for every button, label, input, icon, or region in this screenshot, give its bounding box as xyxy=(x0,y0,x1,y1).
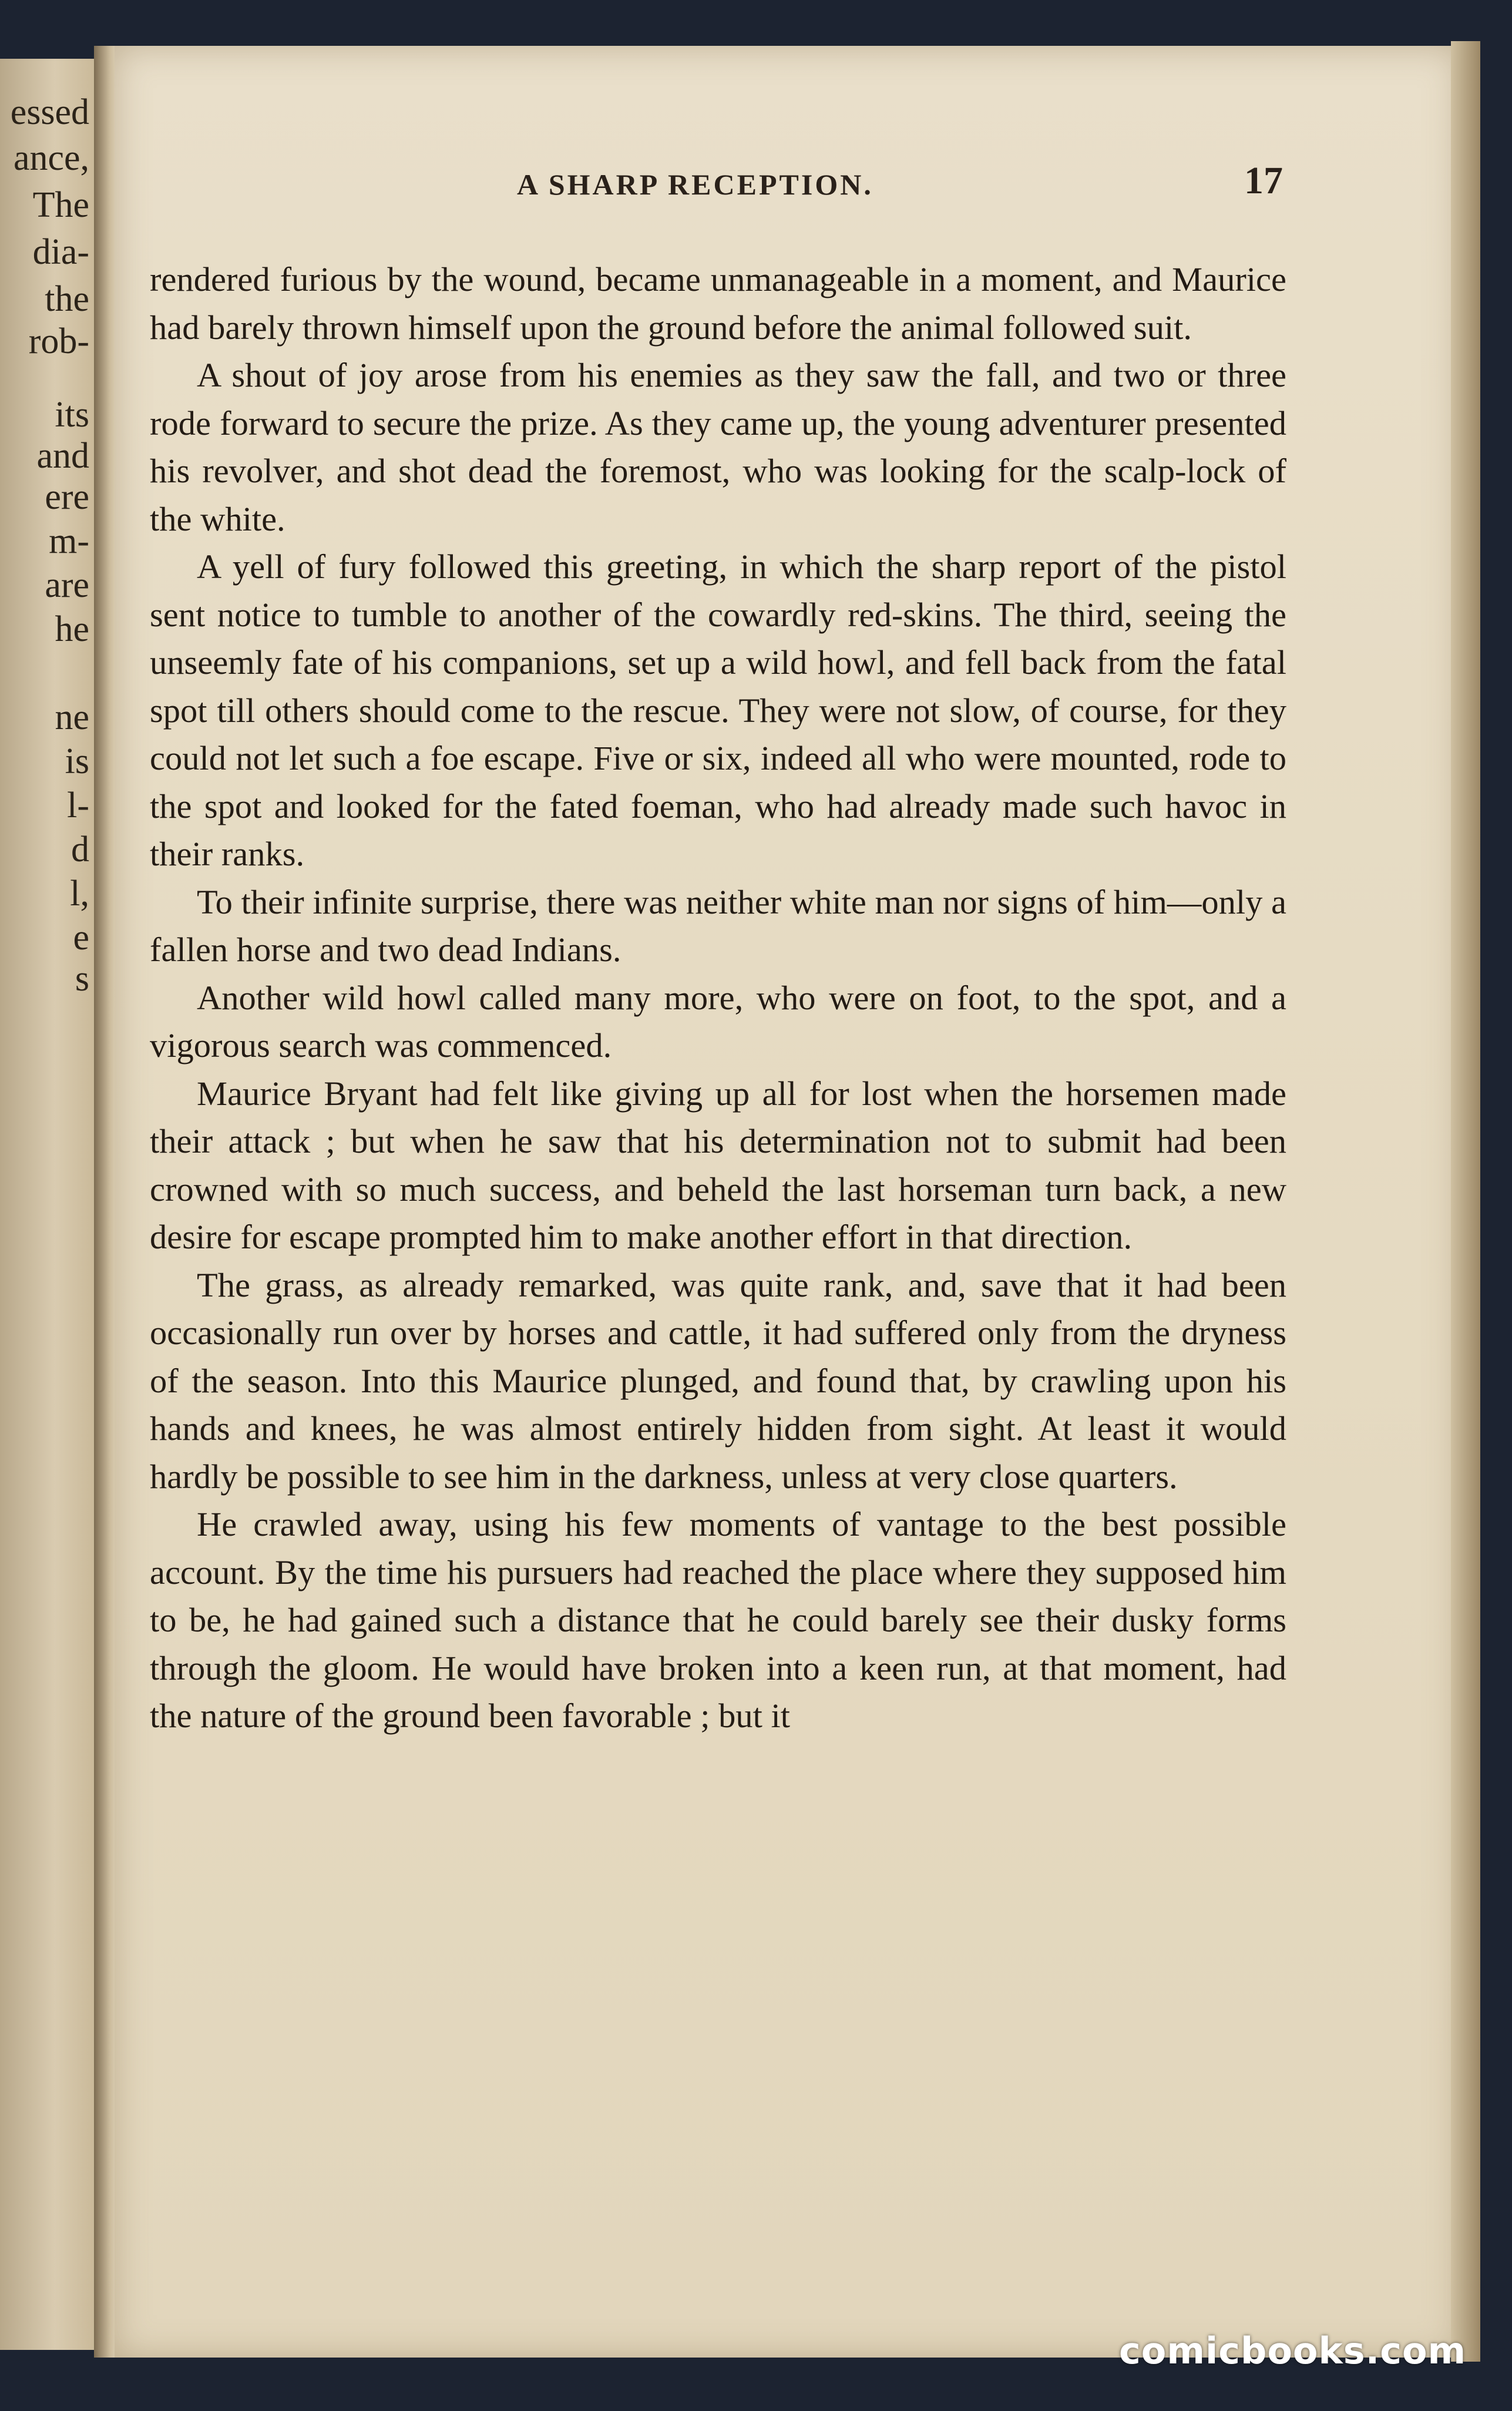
paragraph: Another wild howl called many more, who were on foot, to the spot, and a vigorous search was commenced. xyxy=(150,978,1286,1065)
page-stack-edge xyxy=(1451,41,1480,2362)
facing-page-fragment: the xyxy=(45,279,89,319)
facing-page-fragment: The xyxy=(32,185,89,225)
running-head: A SHARP RECEPTION. xyxy=(517,168,873,201)
facing-page-fragment: he xyxy=(55,609,89,649)
facing-page-fragment: its xyxy=(55,395,89,435)
facing-page-fragment: and xyxy=(36,436,89,476)
paragraph: A shout of joy arose from his enemies as they saw the fall, and two or three rode forward to secure the prize. As they came up, the young adventurer presented his revolver, and shot dead the foremost, who was looking for the scalp-lock of the white. xyxy=(150,356,1286,538)
page-number: 17 xyxy=(1244,159,1283,202)
facing-page-fragment: is xyxy=(65,741,89,781)
facing-page-fragment: dia- xyxy=(32,232,89,272)
paragraph: rendered furious by the wound, became unmanageable in a moment, and Maurice had barely thrown himself upon the ground before the animal followed suit. xyxy=(150,260,1286,347)
paragraph: Maurice Bryant had felt like giving up all for lost when the horsemen made their attack ; but when he saw that his determination not to submit had been crowned with so much success, and beheld the last horseman turn back, a new desire for escape prompted him to make another effort in that direction. xyxy=(150,1074,1286,1256)
facing-page-fragment: e xyxy=(73,918,89,958)
paragraph: To their infinite surprise, there was neither white man nor signs of him—only a fallen horse and two dead Indians. xyxy=(150,882,1286,969)
paragraph: A yell of fury followed this greeting, in which the sharp report of the pistol sent notice to tumble to another of the cowardly red-skins. The third, seeing the unseemly fate of his companions, set up a wild howl, and fell back from the fatal spot till others should come to the rescue. They were not slow, of course, for they could not let such a foe escape. Five or six, indeed all who were mounted, rode to the spot and looked for the fated foeman, who had already made such havoc in their ranks. xyxy=(150,548,1286,873)
paragraph: He crawled away, using his few moments of vantage to the best possible account. By the time his pursuers had reached the place where they supposed him to be, he had gained such a distance that he could barely see their dusky forms through the gloom. He would have broken into a keen run, at that moment, had the nature of the ground been favorable ; but it xyxy=(150,1505,1286,1735)
facing-page-fragment: ere xyxy=(45,477,89,517)
facing-page-fragment: l, xyxy=(70,874,89,914)
facing-page-fragment: m- xyxy=(49,521,89,561)
paragraph: The grass, as already remarked, was quite rank, and, save that it had been occasionally run over by horses and cattle, it had suffered only from the dryness of the season. Into this Maurice plunged, and found that, by crawling upon his hands and knees, he was almost entirely hidden from sight. At least it would hardly be possible to see him in the darkness, unless at very close quarters. xyxy=(150,1265,1286,1496)
facing-page-fragment: l- xyxy=(67,785,89,825)
facing-page-fragment: essed xyxy=(10,92,89,132)
body-text xyxy=(150,256,1286,1740)
facing-page-edge xyxy=(0,59,100,2350)
facing-page-fragment: ne xyxy=(55,697,89,737)
watermark: comicbooks.com xyxy=(1119,2329,1467,2372)
facing-page-fragment: ance, xyxy=(13,138,89,178)
facing-page-fragment: d xyxy=(71,830,89,869)
facing-page-fragment: s xyxy=(75,959,89,999)
facing-page-fragment: rob- xyxy=(28,321,89,361)
facing-page-fragment: are xyxy=(45,565,89,605)
